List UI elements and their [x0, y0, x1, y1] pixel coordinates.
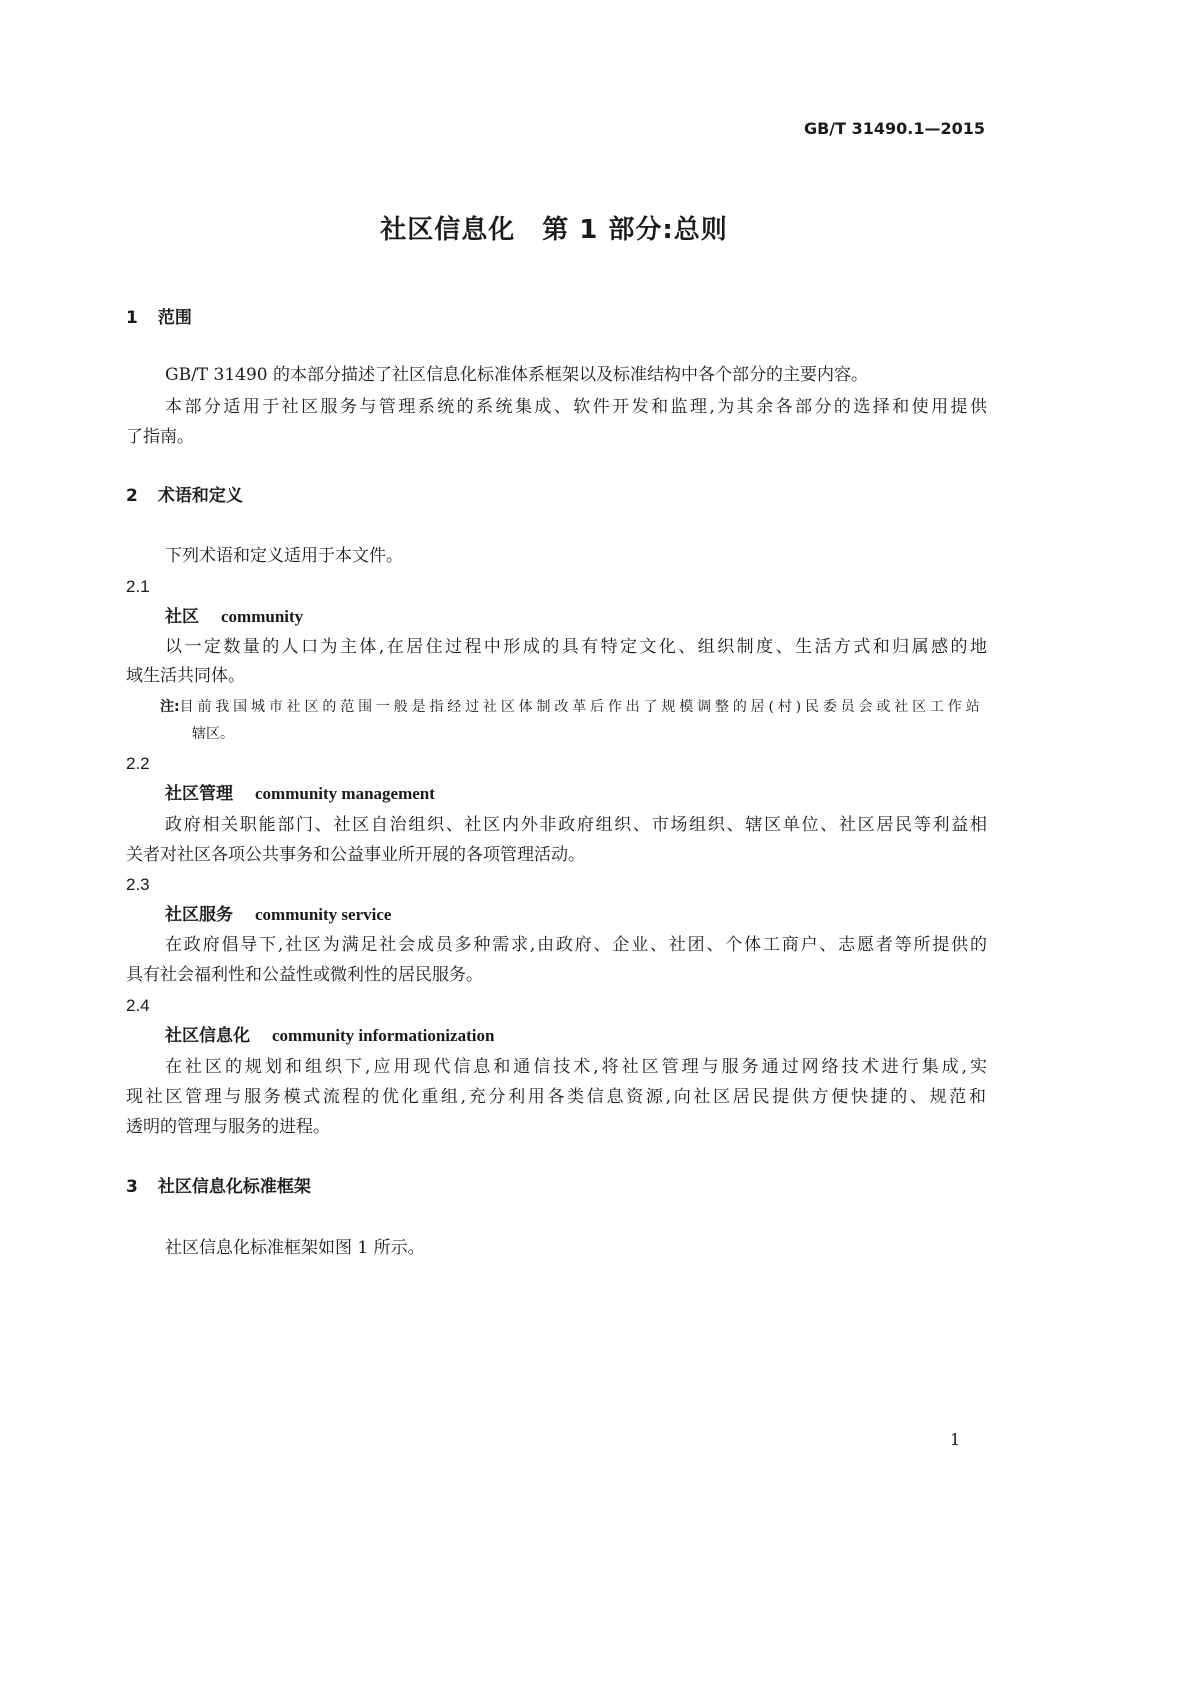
definition-line: 在政府倡导下,社区为满足社会成员多种需求,由政府、企业、社团、个体工商户、志愿者等所提供的	[165, 935, 987, 955]
note	[160, 694, 980, 720]
note-line: 目前我国城市社区的范围一般是指经过社区体制改革后作出了规模调整的居(村)民委员会或社区工作站	[179, 699, 980, 715]
paragraph: GB/T 31490 的本部分描述了社区信息化标准体系框架以及标准结构中各个部分的主要内容。	[165, 365, 869, 385]
term-number: 2.2	[126, 754, 150, 773]
paragraph: 下列术语和定义适用于本文件。	[165, 546, 403, 566]
section-1-heading	[126, 305, 192, 331]
section-number: 1	[126, 308, 138, 328]
paragraph-line: 了指南。	[126, 427, 194, 447]
note-label: 注:	[160, 699, 180, 715]
term-zh: 社区管理	[165, 784, 233, 804]
paragraph-line: 本部分适用于社区服务与管理系统的系统集成、软件开发和监理,为其余各部分的选择和使用提供	[165, 397, 987, 417]
term-zh: 社区	[165, 607, 199, 627]
definition-line: 政府相关职能部门、社区自治组织、社区内外非政府组织、市场组织、辖区单位、社区居民等利益相	[165, 815, 987, 835]
definition-line: 以一定数量的人口为主体,在居住过程中形成的具有特定文化、组织制度、生活方式和归属感的地	[165, 637, 987, 657]
term-heading	[165, 902, 391, 928]
section-title: 范围	[157, 308, 192, 328]
definition-line: 透明的管理与服务的进程。	[126, 1117, 330, 1137]
definition-line: 在社区的规划和组织下,应用现代信息和通信技术,将社区管理与服务通过网络技术进行集成,实	[165, 1057, 987, 1077]
term-number: 2.3	[126, 875, 150, 894]
term-zh: 社区服务	[165, 905, 233, 925]
definition-line: 具有社会福利性和公益性或微利性的居民服务。	[126, 965, 483, 985]
term-zh: 社区信息化	[165, 1026, 250, 1046]
term-number: 2.4	[126, 996, 150, 1015]
definition-line: 关者对社区各项公共事务和公益事业所开展的各项管理活动。	[126, 845, 585, 865]
definition-line: 域生活共同体。	[126, 666, 245, 686]
term-heading	[165, 1023, 494, 1049]
section-3-heading	[126, 1174, 311, 1200]
section-title: 社区信息化标准框架	[157, 1177, 311, 1197]
term-en: community management	[255, 784, 435, 803]
standard-number: GB/T 31490.1—2015	[803, 119, 985, 138]
term-heading	[165, 604, 303, 630]
term-heading	[165, 781, 435, 807]
term-en: community	[221, 607, 304, 626]
paragraph: 社区信息化标准框架如图 1 所示。	[165, 1238, 425, 1258]
term-en: community informationization	[272, 1026, 495, 1045]
section-number: 3	[126, 1177, 138, 1197]
section-title: 术语和定义	[157, 486, 243, 506]
page-title: 社区信息化 第 1 部分:总则	[380, 215, 728, 245]
page-number: 1	[950, 1430, 961, 1449]
term-en: community service	[255, 905, 392, 924]
section-number: 2	[126, 486, 138, 506]
section-2-heading	[126, 483, 243, 509]
term-number: 2.1	[126, 577, 150, 596]
definition-line: 现社区管理与服务模式流程的优化重组,充分利用各类信息资源,向社区居民提供方便快捷的、规范和	[126, 1087, 986, 1107]
note-line: 辖区。	[192, 726, 234, 742]
